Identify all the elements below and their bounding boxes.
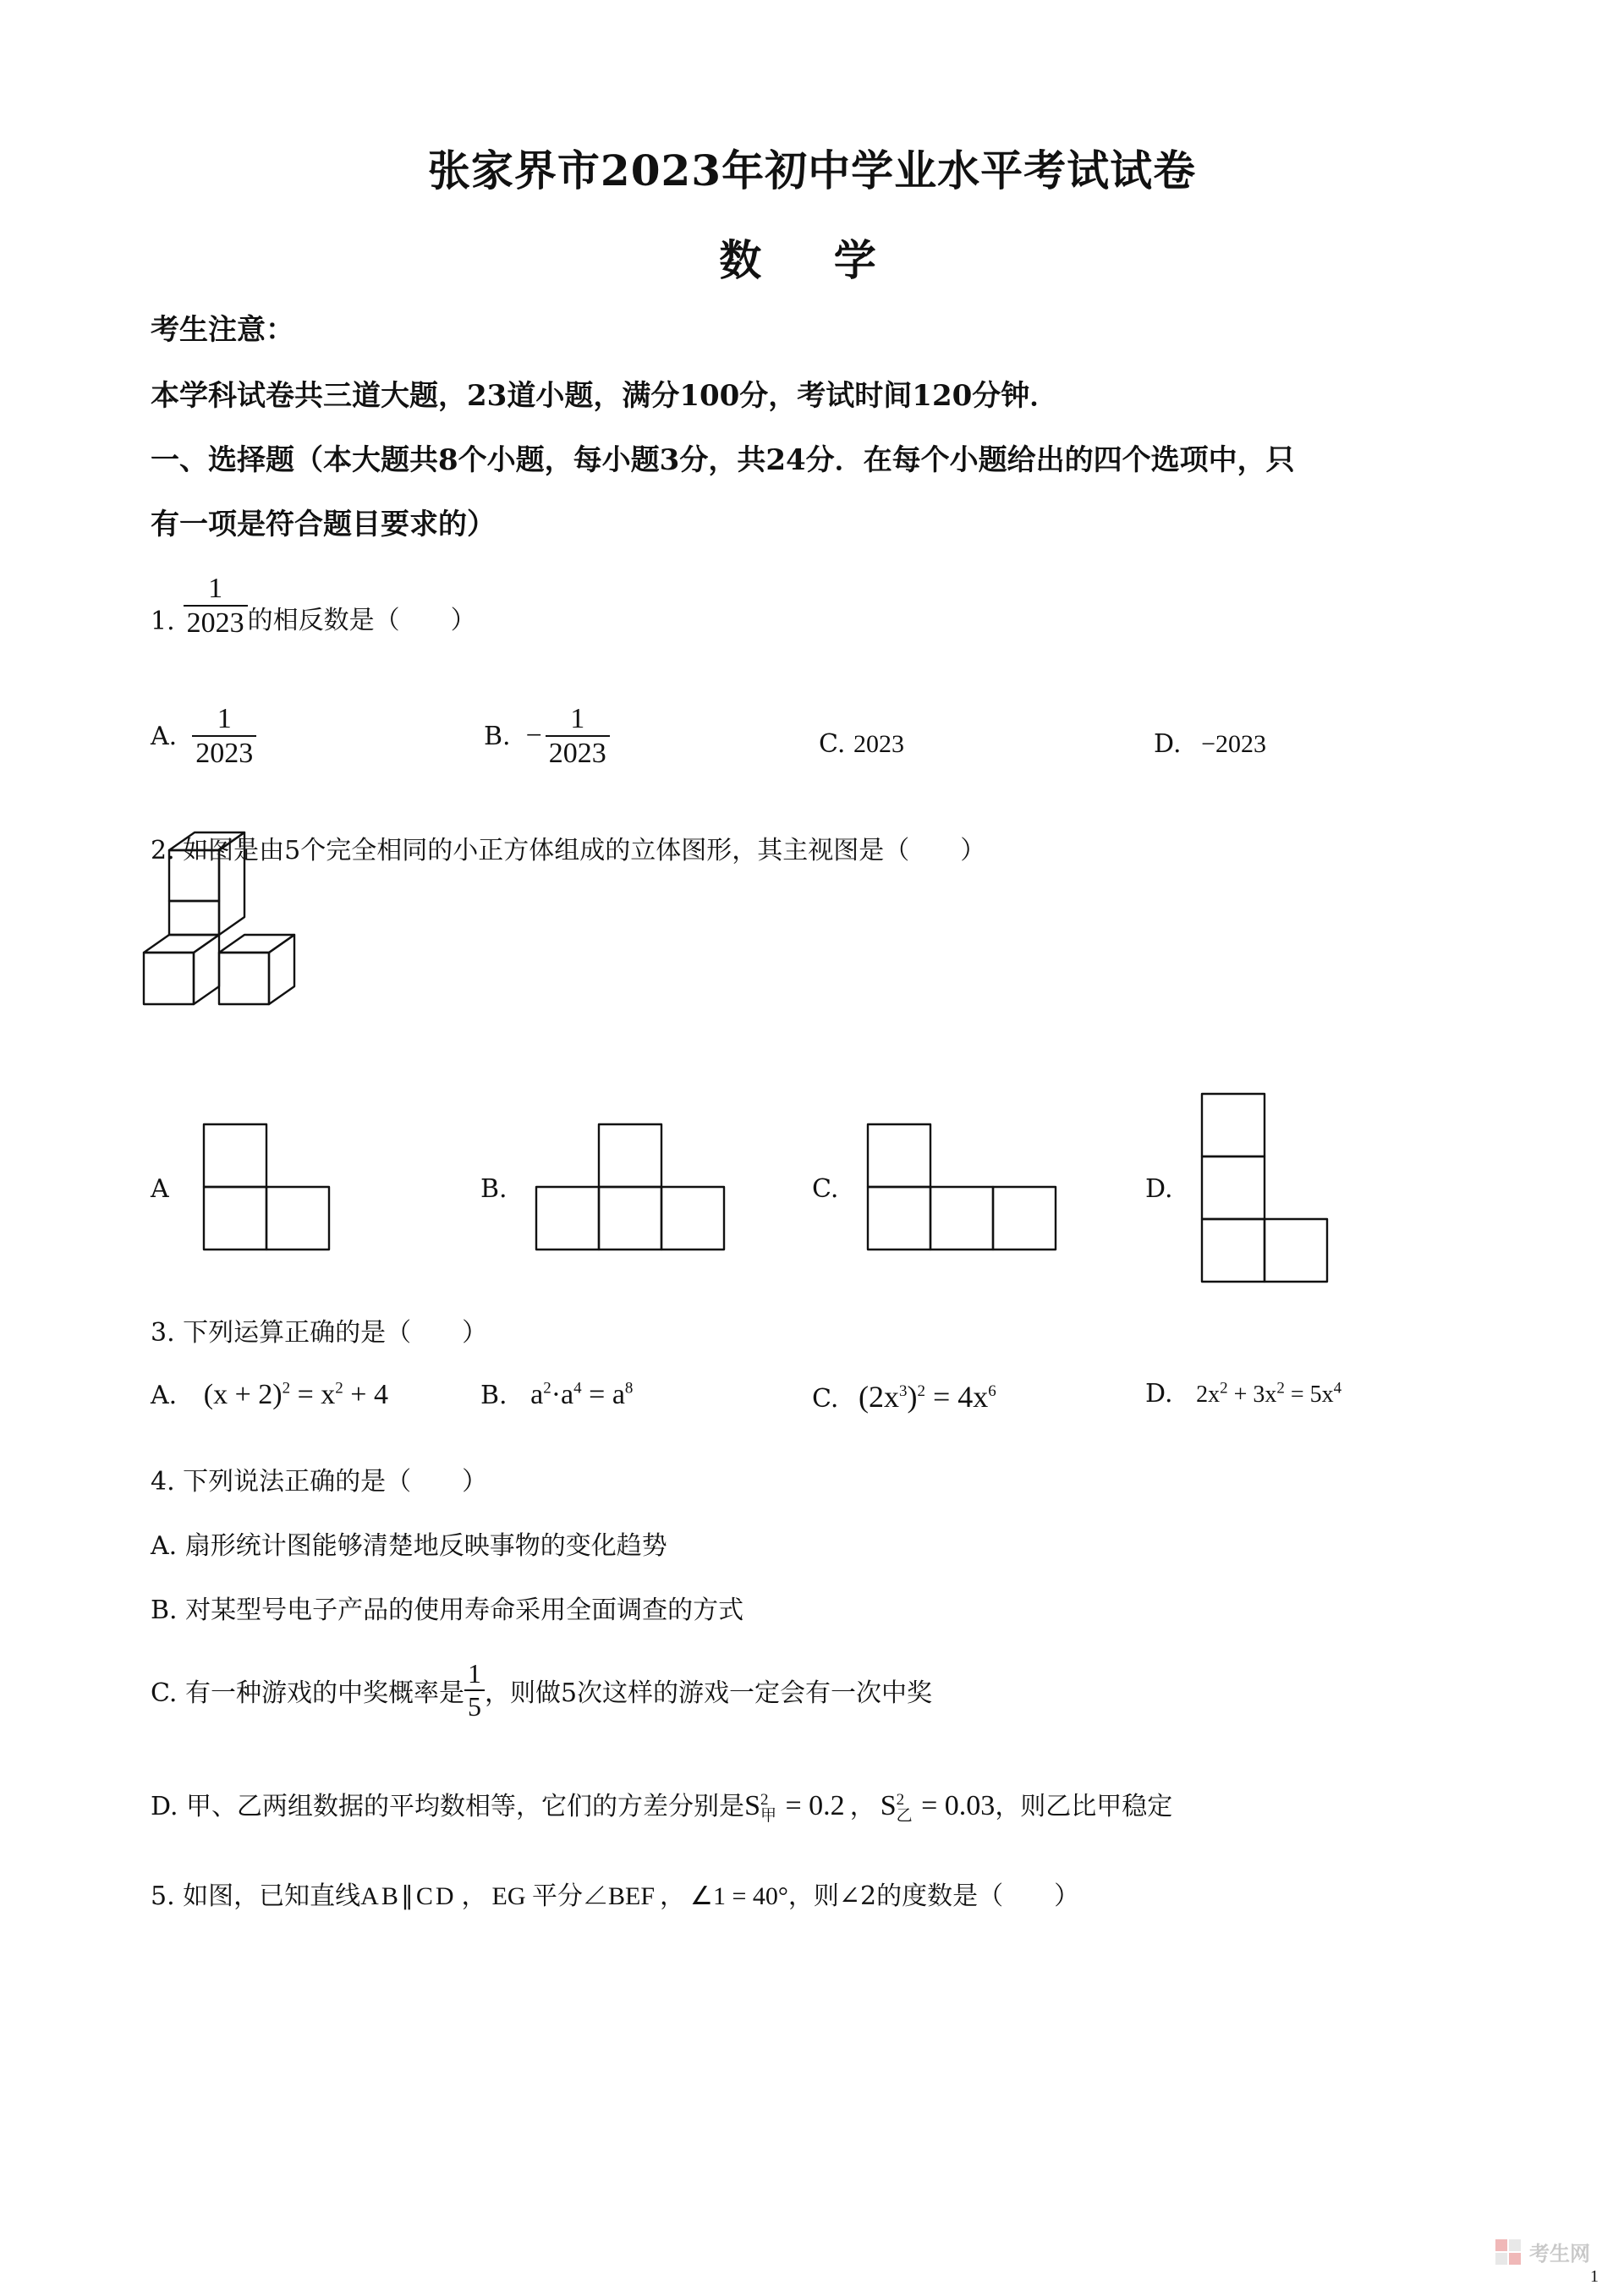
exponent: 4 [573,1379,582,1398]
math-parallel: AB∥CD [360,1882,457,1910]
variance-jia [744,1790,845,1824]
watermark [1494,2237,1590,2266]
q4-option-b: B. 对某型号电子产品的使用寿命采用全面调查的方式 [151,1596,744,1625]
option-label: A. [151,1381,178,1410]
math-expression [859,1380,996,1414]
question-stem: 的相反数是（ ） [247,606,476,636]
variance-yi [881,1790,996,1824]
option-label: C. [812,1384,839,1414]
fraction-numerator: 1 [467,1658,481,1689]
variance-value: = 0.03 [914,1790,996,1821]
q2-option-a-label: A [151,1174,169,1204]
expr-part: (2x [858,1380,899,1414]
subject-title: 数 学 [719,235,905,285]
q2-option-c-figure [867,1123,1058,1252]
separator: ， [849,1792,875,1821]
fraction-denominator: 2023 [546,735,610,770]
q3-option-a [151,1379,388,1411]
expr-part: = a [581,1379,625,1410]
notice-heading: 考生注意： [151,313,294,347]
exponent: 2 [335,1379,343,1398]
option-label: D. [1145,1379,1173,1409]
math-bisector: EG 平分∠BEF [491,1882,656,1910]
option-label: B. [480,1381,508,1410]
question-4-stem: 4. 下列说法正确的是（ ） [151,1467,488,1497]
expr-part: ·a [551,1379,574,1410]
fraction-numerator: 1 [208,573,223,604]
watermark-text: 考生网 [1529,2242,1590,2266]
variance-value: = 0.2 [778,1790,845,1821]
math-expression [530,1379,633,1410]
q1-option-b [484,702,610,770]
question-3-stem: 3. 下列运算正确的是（ ） [151,1318,488,1348]
q1-option-c [819,729,904,759]
notice-body: 本学科试卷共三道大题，23道小题，满分100分，考试时间120分钟． [151,379,1059,413]
exponent: 2 [282,1379,291,1398]
fraction [184,572,248,640]
fraction [192,702,256,770]
expr-part: = x [290,1379,336,1410]
question-2-stem: 2. 如图是由5个完全相同的小正方体组成的立体图形，其主视图是（ ） [151,836,986,865]
watermark-logo-icon [1494,2238,1522,2266]
expr-part: + 3x [1227,1381,1277,1408]
math-expression [1196,1381,1341,1408]
math-angle: ∠1 = 40° [690,1882,788,1910]
exponent: 2 [1220,1379,1228,1398]
fraction [546,702,610,770]
exponent: 2 [1276,1379,1285,1398]
option-text: C. 有一种游戏的中奖概率是 [151,1678,464,1708]
option-label: D. [1154,729,1182,759]
q2-option-d-label: D. [1145,1174,1173,1204]
expr-part: (x + 2) [203,1379,283,1410]
option-label: C. [819,729,846,759]
question-number: 1. [151,607,175,637]
q4-option-a: A. 扇形统计图能够清楚地反映事物的变化趋势 [151,1531,667,1561]
exponent: 3 [898,1382,908,1400]
q1-option-d [1154,729,1266,759]
separator: ， [660,1881,686,1911]
expr-part: = 5x [1284,1381,1334,1408]
q1-option-a [151,702,256,770]
variance-subscript: 乙 [896,1807,913,1826]
stem-text: 5. 如图，已知直线 [151,1881,361,1911]
stem-text: ，则∠2的度数是（ ） [787,1881,1080,1911]
q4-option-d [151,1785,1172,1824]
q2-option-b-label: B. [480,1174,508,1204]
page-number: 1 [1590,2267,1599,2286]
q3-option-c [812,1379,996,1414]
cube-bottom-right [219,935,294,1004]
minus-sign: − [525,720,542,752]
variance-exponent: 2 [760,1791,769,1810]
q2-option-c-label: C. [812,1174,839,1204]
page-title: 张家界市2023年初中学业水平考试试卷 [427,146,1197,195]
q3-option-b [480,1379,633,1411]
variance-exponent: 2 [896,1791,905,1810]
expr-part: 2x [1196,1381,1221,1408]
fraction-numerator: 1 [570,703,585,734]
section-heading-line2: 有一项是符合题目要求的） [151,508,496,541]
fraction-denominator: 2023 [192,735,256,770]
q2-option-a-figure [203,1123,332,1252]
variance-symbol: S [880,1790,897,1821]
exponent: 4 [1333,1379,1342,1398]
option-text: ，则做5次这样的游戏一定会有一次中奖 [484,1678,933,1708]
question-1 [151,572,476,640]
option-value: −2023 [1201,730,1266,758]
fraction-denominator: 5 [464,1689,485,1722]
separator: ， [461,1881,487,1911]
cube-stack-figure [144,871,330,1083]
expr-part: a [530,1379,544,1410]
expr-part: = 4x [924,1380,989,1414]
cube-bottom-middle [194,935,219,1004]
option-label: A. [151,721,178,751]
q4-option-c [151,1658,932,1722]
expr-part: ) [907,1380,918,1414]
option-text: ，则乙比甲稳定 [995,1792,1173,1821]
q3-option-d [1145,1379,1341,1409]
fraction-denominator: 2023 [184,605,248,640]
exponent: 8 [624,1379,634,1398]
exponent: 6 [988,1382,996,1400]
q2-option-d-figure [1201,1093,1330,1284]
fraction-numerator: 1 [217,703,232,734]
math-expression [204,1379,388,1410]
expr-part: + 4 [343,1379,388,1410]
q2-option-b-figure [535,1123,727,1252]
option-text: D. 甲、乙两组数据的平均数相等，它们的方差分别是 [151,1792,745,1821]
question-5-stem [151,1875,1079,1912]
option-value: 2023 [853,730,904,758]
exponent: 2 [543,1379,551,1398]
variance-subscript: 甲 [760,1807,776,1826]
fraction [464,1658,485,1722]
section-heading-line1: 一、选择题（本大题共8个小题，每小题3分，共24分．在每个小题给出的四个选项中，只 [151,443,1295,477]
exponent: 2 [917,1382,925,1400]
variance-symbol: S [744,1790,760,1821]
option-label: B. [484,721,511,751]
